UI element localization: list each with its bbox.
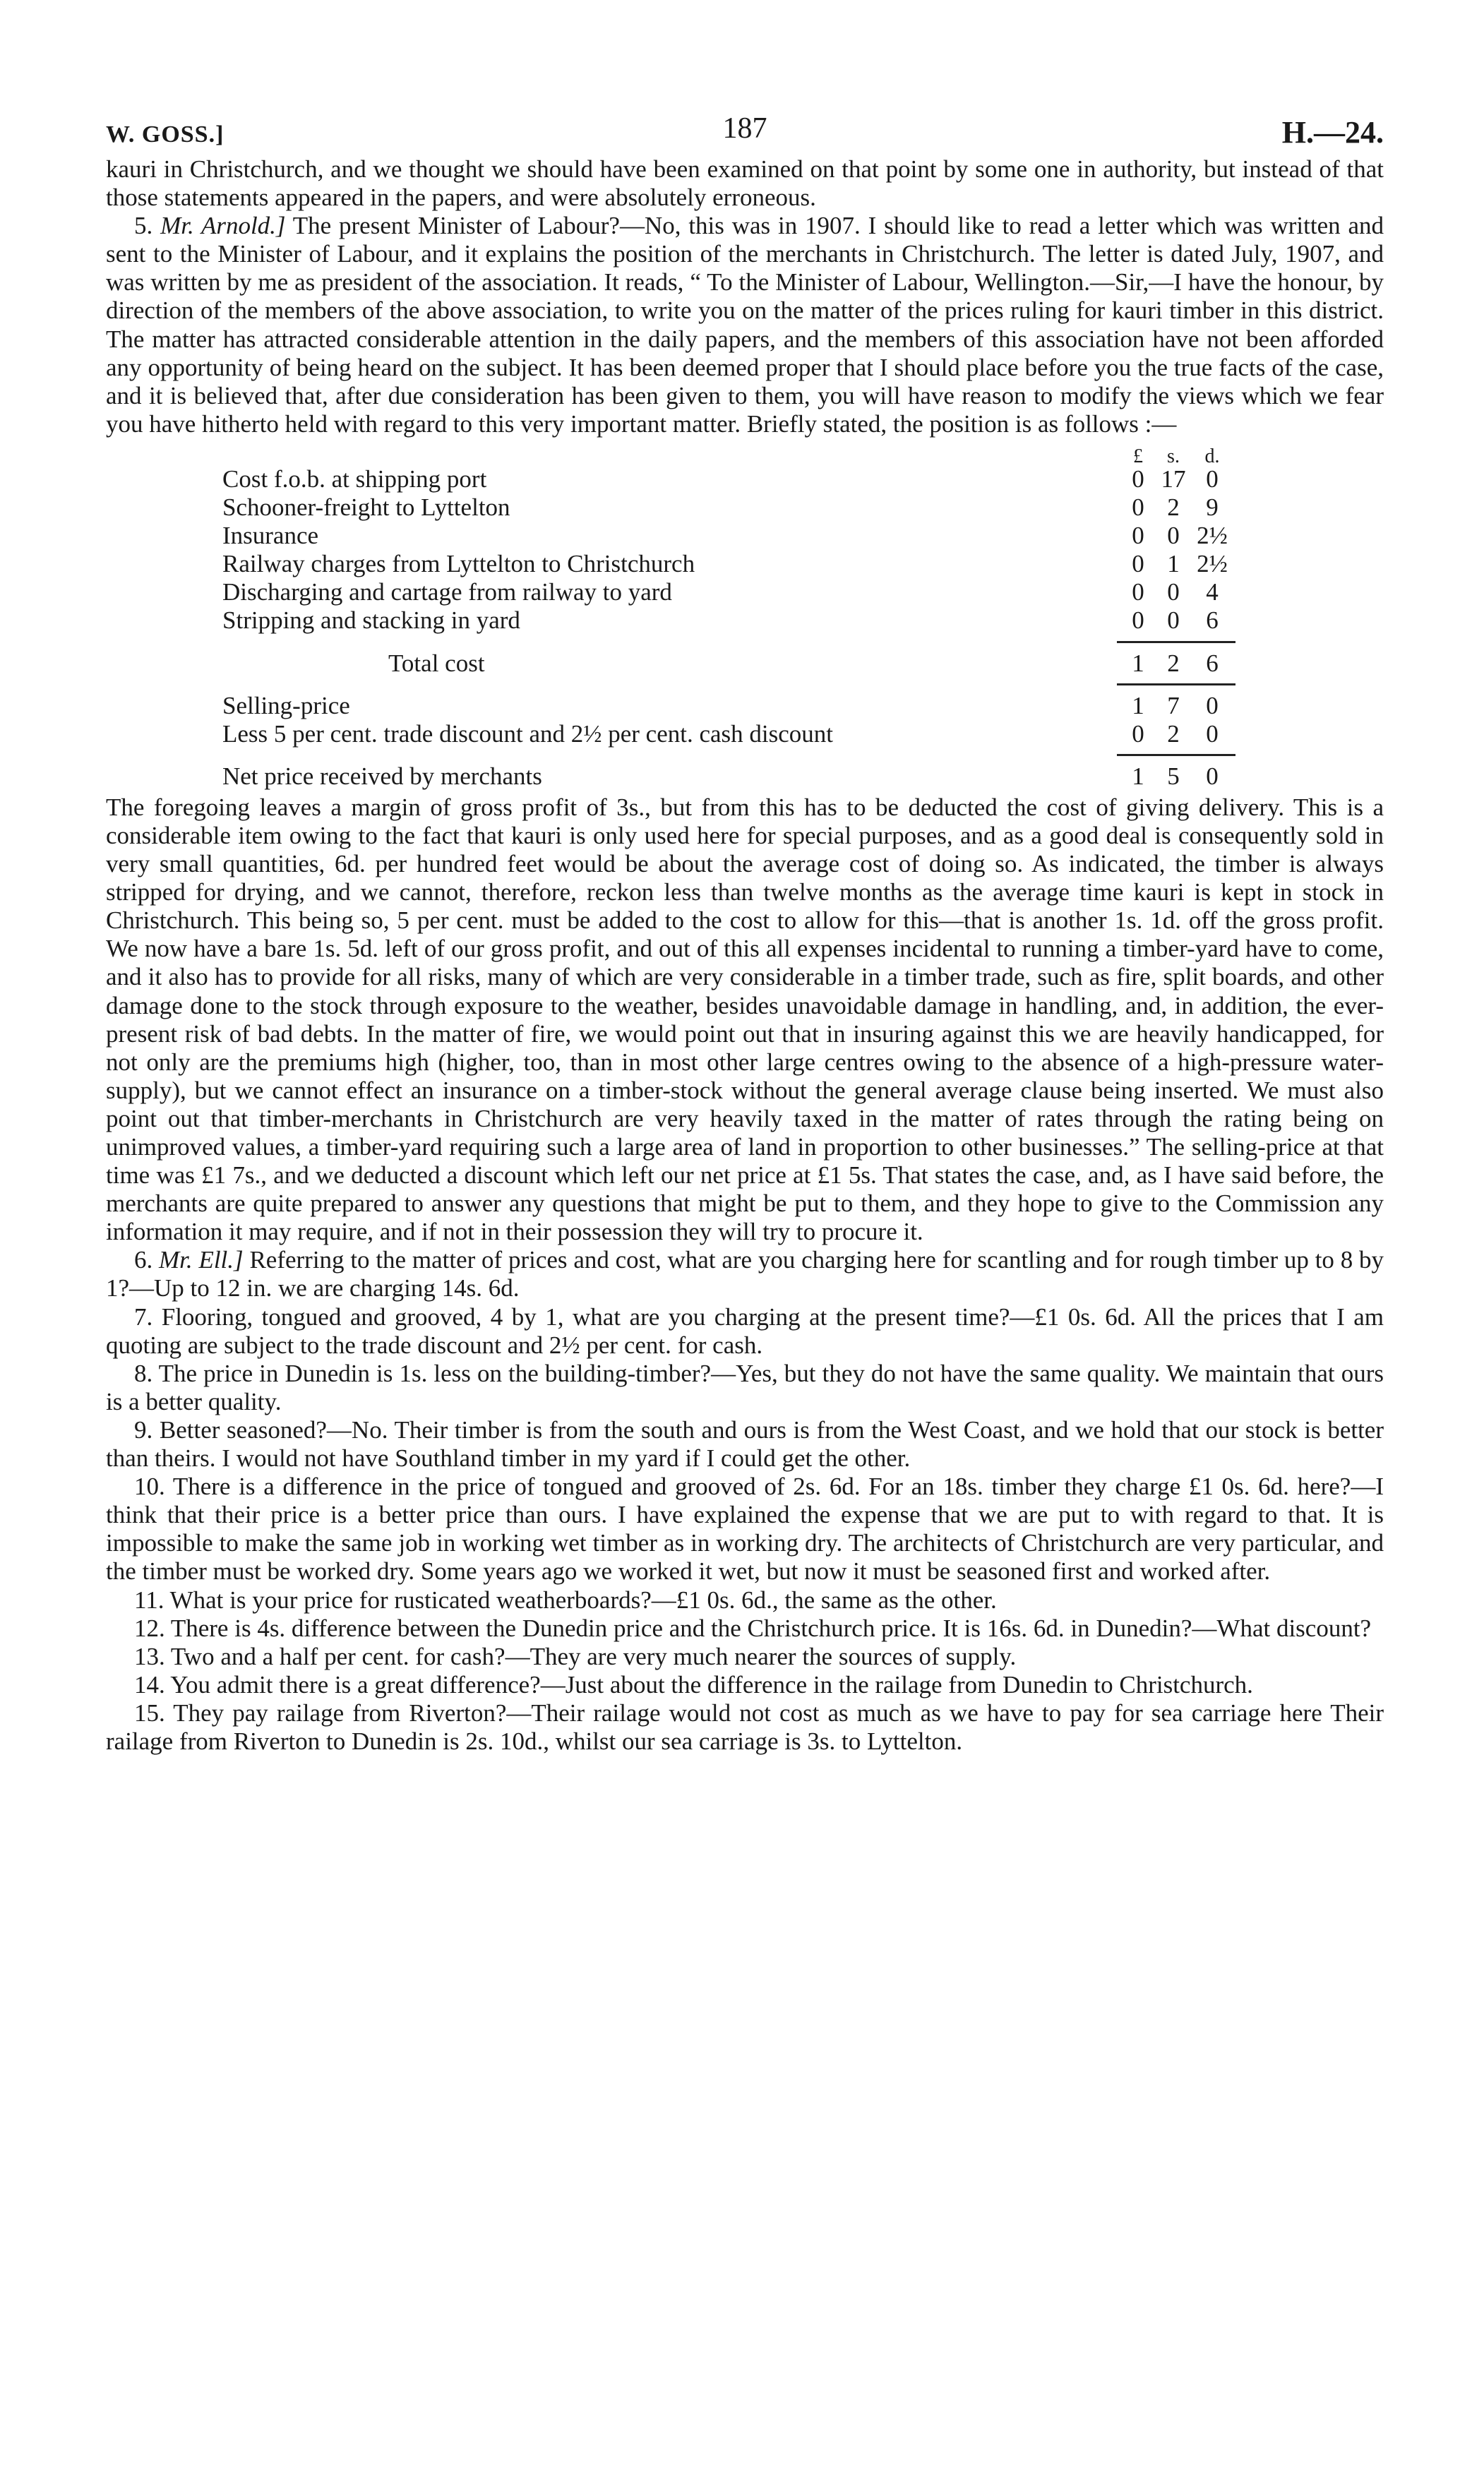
ledger-label: Stripping and stacking in yard: [222, 606, 520, 635]
ledger-pounds: 0: [1132, 465, 1144, 493]
ledger-pence: 6: [1206, 606, 1219, 635]
question-number: 5.: [134, 212, 153, 240]
ledger-label: Railway charges from Lyttelton to Christchurch: [222, 550, 695, 578]
ledger-pence: 0: [1206, 762, 1219, 790]
pence-heading: d.: [1204, 445, 1220, 467]
question-14: 14. You admit there is a great difference?—Just about the difference in the railage from Dunedin to Christchurch.: [134, 1670, 1253, 1699]
ledger-pence: 0: [1206, 719, 1219, 748]
question-15: 15. They pay railage from Riverton?—Their railage would not cost as much as we have to pay for sea carriage here Their railage from Riverton to Dunedin is 2s. 10d., whilst our sea carriage is 3s. to Lyttelton.: [106, 1699, 1384, 1755]
question-12: 12. There is 4s. difference between the Dunedin price and the Christchurch price. It is 16s. 6d. in Dunedin?—What discount?: [134, 1614, 1372, 1642]
question-number: 6.: [134, 1246, 153, 1274]
ledger-label: Discharging and cartage from railway to yard: [222, 578, 672, 606]
ledger-column-heads: [106, 440, 1384, 465]
pounds-heading: £: [1133, 445, 1143, 467]
ledger-pounds: 0: [1132, 578, 1144, 606]
ledger-shillings: 17: [1161, 465, 1186, 493]
question-text: The present Minister of Labour?—No, this was in 1907. I should like to read a letter which was written and sent to the Minister of Labour, and it explains the position of the merchants in Christchurch. The letter is dated July, 1907, and was written by me as president of the association. It reads, “ To the Minister of Labour, Wellington.—Sir,—I have the honour, by direction of the members of the above association, to write you on the matter of the prices ruling for kauri timber in this district. The matter has attracted considerable attention in the daily papers, and the members of this association have not been afforded any opportunity of being heard on the subject. It has been deemed proper that I should place before you the true facts of the case, and it is believed that, after due consideration has been given to them, you will have reason to modify the views which we fear you have hitherto held with regard to this very important matter. Briefly stated, the position is as follows :—: [106, 212, 1384, 438]
ledger-row: [106, 578, 1384, 606]
cost-ledger: [106, 440, 1384, 791]
question-5: [106, 212, 1384, 438]
ledger-pounds: 0: [1132, 493, 1144, 522]
header-reference: H.—24.: [1281, 115, 1384, 150]
ledger-row: [106, 493, 1384, 522]
question-7: 7. Flooring, tongued and grooved, 4 by 1, what are you charging at the present time?—£1 0s. 6d. All the prices that I am quoting are subject to the trade discount and 2½ per cent. for cash.: [106, 1302, 1384, 1359]
ledger-row: [106, 550, 1384, 578]
ledger-shillings: 0: [1167, 522, 1180, 550]
ledger-pounds: 1: [1132, 691, 1144, 719]
paragraph-foregoing: The foregoing leaves a margin of gross profit of 3s., but from this has to be deducted the cost of giving delivery. This is a considerable item owing to the fact that kauri is only used here for special purposes, and as a good deal is consequently sold in very small quantities, 6d. per hundred feet would be about the average cost of doing so. As indicated, the timber is always stripped for drying, and we cannot, therefore, reckon less than twelve months as the average time kauri is kept in stock in Christchurch. This being so, 5 per cent. must be added to the cost to allow for this—that is another 1s. 1d. off the gross profit. We now have a bare 1s. 5d. left of our gross profit, and out of this all expenses incidental to running a timber-yard have to come, and it also has to provide for all risks, many of which are very considerable in a timber trade, such as fire, split boards, and other damage done to the stock through exposure to the weather, besides unavoidable damage in handling, and, in addition, the ever-present risk of bad debts. In the matter of fire, we would point out that in insuring against this we are heavily handicapped, for not only are the premiums high (higher, too, than in most other large centres owing to the absence of a high-pressure water-supply), but we cannot effect an insurance on a timber-stock without the general average clause being inserted. We must also point out that timber-merchants in Christchurch are very heavily taxed in the matter of rates through the rating being on unimproved values, a timber-yard requiring such a large area of land in proportion to other businesses.” The selling-price at that time was £1 7s., and we deducted a discount which left our net price at £1 5s. That states the case, and, as I have said before, the merchants are quite prepared to answer any questions that might be put to them, and they hope to give to the Commission any information it may require, and if not in their possession they will try to procure it.: [106, 793, 1384, 1246]
ledger-label: Schooner-freight to Lyttelton: [222, 493, 510, 522]
document-body: [106, 155, 1384, 1756]
ledger-pence: 6: [1206, 649, 1219, 677]
ledger-pence: 0: [1206, 465, 1219, 493]
ledger-label: Selling-price: [222, 691, 350, 719]
paragraph-intro: kauri in Christchurch, and we thought we should have been examined on that point by some one in authority, but instead of that those statements appeared in the papers, and were absolutely erroneous.: [106, 155, 1384, 212]
ledger-pounds: 0: [1132, 522, 1144, 550]
speaker: Mr. Ell.]: [159, 1246, 244, 1274]
ledger-pounds: 0: [1132, 606, 1144, 635]
ledger-label: Cost f.o.b. at shipping port: [222, 465, 487, 493]
ledger-pounds: 1: [1132, 762, 1144, 790]
ledger-shillings: 2: [1167, 719, 1180, 748]
ledger-rule: [106, 678, 1384, 692]
ledger-row: [106, 465, 1384, 493]
ledger-shillings: 5: [1167, 762, 1180, 790]
ledger-total-row: [106, 649, 1384, 678]
ledger-net-row: [106, 762, 1384, 791]
page-header: [106, 106, 1384, 155]
ledger-rule: [106, 748, 1384, 762]
question-13: 13. Two and a half per cent. for cash?—They are very much nearer the sources of supply.: [134, 1642, 1017, 1670]
ledger-pence: 9: [1206, 493, 1219, 522]
ledger-pence: 2½: [1197, 550, 1228, 578]
ledger-pence: 2½: [1197, 522, 1228, 550]
ledger-row: [106, 606, 1384, 635]
ledger-pence: 4: [1206, 578, 1219, 606]
ledger-pounds: 1: [1132, 649, 1144, 677]
question-10: 10. There is a difference in the price of tongued and grooved of 2s. 6d. For an 18s. timber they charge £1 0s. 6d. here?—I think that their price is a better price than ours. I have explained the expense that we are put to with regard to that. It is impossible to make the same job in working wet timber as in working dry. The architects of Christchurch are very particular, and the timber must be worked dry. Some years ago we worked it wet, but now it must be seasoned first and worked after.: [106, 1473, 1384, 1586]
ledger-shillings: 0: [1167, 606, 1180, 635]
ledger-label: Less 5 per cent. trade discount and 2½ per cent. cash discount: [222, 719, 834, 748]
ledger-shillings: 1: [1167, 550, 1180, 578]
ledger-pounds: 0: [1132, 719, 1144, 748]
ledger-row: [106, 692, 1384, 720]
ledger-row: [106, 720, 1384, 748]
ledger-rule: [106, 635, 1384, 649]
ledger-pounds: 0: [1132, 550, 1144, 578]
question-9: 9. Better seasoned?—No. Their timber is from the south and ours is from the West Coast, and we hold that our stock is better than theirs. I would not have Southland timber in my yard if I could get the other.: [106, 1415, 1384, 1473]
ledger-row: [106, 522, 1384, 550]
shillings-heading: s.: [1167, 445, 1180, 467]
ledger-shillings: 0: [1167, 578, 1180, 606]
header-witness: W. GOSS.]: [106, 121, 225, 148]
ledger-label: Total cost: [388, 649, 485, 677]
speaker: Mr. Arnold.]: [160, 212, 286, 240]
ledger-shillings: 2: [1167, 493, 1180, 522]
ledger-shillings: 7: [1167, 691, 1180, 719]
ledger-shillings: 2: [1167, 649, 1180, 677]
ledger-pence: 0: [1206, 691, 1219, 719]
question-11: 11. What is your price for rusticated weatherboards?—£1 0s. 6d., the same as the other.: [134, 1586, 997, 1614]
question-6: [106, 1246, 1384, 1302]
question-8: 8. The price in Dunedin is 1s. less on the building-timber?—Yes, but they do not have the same quality. We maintain that ours is a better quality.: [106, 1359, 1384, 1415]
question-text: Referring to the matter of prices and cost, what are you charging here for scantling and for rough timber up to 8 by 1?—Up to 12 in. we are charging 14s. 6d.: [106, 1246, 1384, 1302]
ledger-label: Insurance: [222, 522, 319, 550]
document-page: [106, 106, 1384, 1756]
page-number: 187: [722, 112, 767, 145]
ledger-label: Net price received by merchants: [222, 762, 542, 790]
